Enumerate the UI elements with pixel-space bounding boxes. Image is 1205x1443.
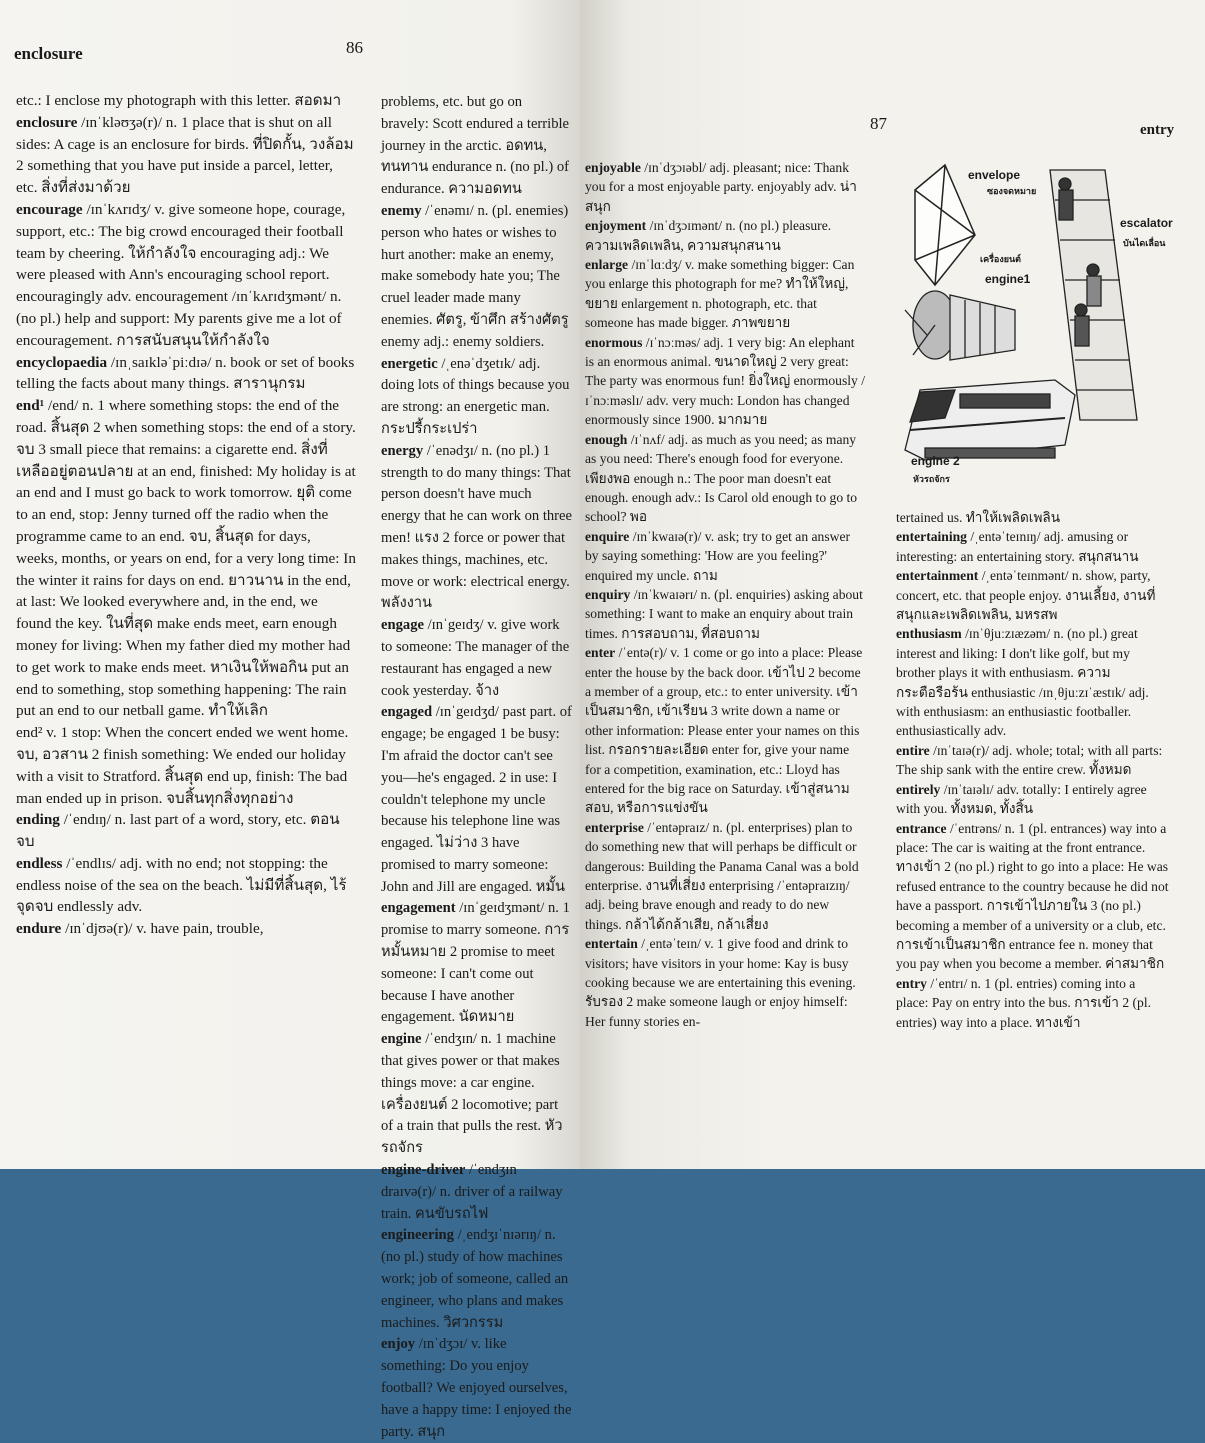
dictionary-entry: entertain /ˌentəˈteɪn/ v. 1 give food and drink to visitors; have visitors in your home: Kay is busy cooking because we are entertaining this evening. รับรอง 2 make someone laugh or enjoy himself: Her funny stories en-: [585, 936, 856, 1029]
dictionary-entry: encourage /ɪnˈkʌrɪdʒ/ v. give someone hope, courage, support, etc.: The big crowd encouraged their football team by cheering. ให้กำลังใจ encouraging adj.: We were pleased with Ann's encouraging school report. encouragingly adv. encouragement /ɪnˈkʌrɪdʒmənt/ n. (no pl.) help and support: My parents give me a lot of encouragement. การสนับสนุนให้กำลังใจ: [16, 200, 346, 349]
right-column-2: [896, 508, 1170, 1032]
dictionary-entry: problems, etc. but go on bravely: Scott endured a terrible journey in the arctic. อดทน, ทนทาน endurance n. (no pl.) of endurance. ความอดทน: [381, 94, 570, 198]
dictionary-entry: enough /ɪˈnʌf/ adj. as much as you need; as many as you need: There's enough food for everyone. เพียงพอ enough n.: The poor man doesn't eat enough. enough adv.: Is Carol old enough to go to school? พอ: [585, 431, 858, 525]
dictionary-entry: engineering /ˌendʒɪˈnɪərɪŋ/ n. (no pl.) study of how machines work; job of someone, called an engineer, who plans and makes machines. วิศวกรรม: [381, 1227, 569, 1331]
dictionary-entry: enterprise /ˈentəpraɪz/ n. (pl. enterprises) plan to do something new that will perhaps be difficult or dangerous: Building the Panama Canal was a bold enterprise. งานที่เสี่ยง enterprising /ˈentəpraɪzɪŋ/ adj. being brave enough and ready to do new things. กล้าได้กล้าเสีย, กล้าเสี่ยง: [585, 819, 859, 932]
page-number-right: 87: [870, 114, 887, 133]
dictionary-entry: entertainment /ˌentəˈteɪnmənt/ n. show, party, concert, etc. that people enjoy. งานเลี้ยง, งานที่สนุกและเพลิดเพลิน, มหรสพ: [896, 568, 1156, 623]
dictionary-entry: enemy /ˈenəmɪ/ n. (pl. enemies) person who hates or wishes to hurt another: make an enemy, make somebody hate you; The cruel leader made many enemies. ศัตรู, ข้าศึก สร้างศัตรู enemy adj.: enemy soldiers.: [381, 202, 569, 350]
dictionary-entry: engaged /ɪnˈgeɪdʒd/ past part. of engage; be engaged 1 be busy: I'm afraid the doctor can't see you—he's engaged. 2 in use: I couldn't telephone my uncle because his telephone line was engaged. ไม่ว่าง 3 have promised to marry someone: John and Jill are engaged. หมั้น: [381, 704, 572, 895]
dictionary-entry: ending /ˈendɪŋ/ n. last part of a word, story, etc. ตอนจบ: [16, 811, 340, 851]
right-page: [580, 0, 1205, 1169]
guide-word-right: entry: [1140, 122, 1175, 138]
guide-word-left: enclosure: [14, 44, 83, 63]
dictionary-entry: tertained us. ทำให้เพลิดเพลิน: [896, 510, 1061, 525]
left-column-1: [16, 90, 356, 940]
dictionary-entry: enter /ˈentə(r)/ v. 1 come or go into a place: Please enter the house by the back door. เข้าไป 2 become a member of a group, etc.: to enter university. เข้าเป็นสมาชิก, เข้าเรียน 3 write down a name or other information: Please enter your names on this list. กรอกรายละเอียด enter for, give your name for a competition, examination, etc.: Lloyd has entered for the big race on Saturday. เข้าสู่สนามสอบ, หรือการแข่งขัน: [585, 645, 863, 816]
dictionary-entry: entrance /ˈentrəns/ n. 1 (pl. entrances) way into a place: The car is waiting at the front entrance. ทางเข้า 2 (no pl.) right to go into a place: He was refused entrance to the country because he did not have a passport. การเข้าไปภายใน 3 (no pl.) becoming a member of a university or a club, etc. การเข้าเป็นสมาชิก entrance fee n. money that you pay when you become a member. ค่าสมาชิก: [896, 820, 1169, 972]
dictionary-entry: energy /ˈenədʒɪ/ n. (no pl.) 1 strength to do many things: That person doesn't have much energy that he can work on three men! แรง 2 force or power that makes things, machines, etc. move or work: electrical energy. พลังงาน: [381, 442, 572, 612]
envelope-label-thai: ซองจดหมาย: [987, 187, 1037, 197]
dictionary-entry: entertaining /ˌentəˈteɪnɪŋ/ adj. amusing or interesting: an entertaining story. สนุกสนาน: [896, 529, 1139, 564]
dictionary-entry: enjoyable /ɪnˈdʒɔɪəbl/ adj. pleasant; nice: Thank you for a most enjoyable party. enjoyably adv. น่าสนุก: [585, 160, 857, 214]
dictionary-entry: end² v. 1 stop: When the concert ended we went home. จบ, อวสาน 2 finish something: We ended our holiday with a visit to Stratford. สิ้นสุด end up, finish: The bad man ended up in prison. จบสิ้นทุกสิ่งทุกอย่าง: [16, 724, 349, 807]
dictionary-entry: end¹ /end/ n. 1 where something stops: the end of the road. สิ้นสุด 2 when something stops: the end of a story. จบ 3 small piece that remains: a cigarette end. สิ่งที่เหลืออยู่ตอนปลาย at an end, finished: My holiday is at an end and I must go back to work tomorrow. ยุติ come to an end, stop: Jenny turned off the radio when the programme came to an end. จบ, สิ้นสุด for days, weeks, months, or years on end, for a very long time: In the winter it rains for days on end. ยาวนาน in the end, at last: We looked everywhere and, in the end, we found the key. ในที่สุด make ends meet, earn enough money for living: When my father died my mother had to get work to make ends meet. หาเงินให้พอกิน put an end to something, stop something happening: The rain put an end to our netball game. ทำให้เลิก: [16, 397, 356, 720]
dictionary-entry: enjoy /ɪnˈdʒɔɪ/ v. like something: Do you enjoy football? We enjoyed ourselves, have a happy time: I enjoyed the party. สนุก: [381, 1336, 572, 1440]
dictionary-entry: energetic /ˌenəˈdʒetɪk/ adj. doing lots of things because you are strong: an energetic man. กระปรี้กระเปร่า: [381, 355, 570, 437]
dictionary-entry: engagement /ɪnˈgeɪdʒmənt/ n. 1 promise to marry someone. การหมั้นหมาย 2 promise to meet someone: I can't come out because I have another engagement. นัดหมาย: [381, 900, 570, 1026]
dictionary-entry: enlarge /ɪnˈlɑːdʒ/ v. make something bigger: Can you enlarge this photograph for me? ทำให้ใหญ่, ขยาย enlargement n. photograph, etc. that someone has made bigger. ภาพขยาย: [585, 257, 855, 331]
dictionary-entry: engage /ɪnˈgeɪdʒ/ v. give work to someone: The manager of the restaurant has engaged a new cook yesterday. จ้าง: [381, 617, 570, 699]
envelope-label: envelope: [968, 168, 1021, 182]
dictionary-entry: endure /ɪnˈdjʊə(r)/ v. have pain, trouble,: [16, 920, 264, 938]
envelope-icon: [915, 165, 975, 285]
dictionary-entry: enquire /ɪnˈkwaɪə(r)/ v. ask; try to get an answer by saying something: 'How are you feeling?' enquired my uncle. ถาม: [585, 528, 851, 583]
dictionary-entry: enormous /ɪˈnɔːməs/ adj. 1 very big: An elephant is an enormous animal. ขนาดใหญ่ 2 very great: The party was enormous fun! ยิ่งใหญ่ enormously /ɪˈnɔːməslɪ/ adv. very much: London has changed enormously since 1900. มากมาย: [585, 334, 865, 428]
engine2-label: engine 2: [911, 454, 960, 468]
illustration-drawing: [905, 160, 1197, 495]
dictionary-entry: entry /ˈentrɪ/ n. 1 (pl. entries) coming into a place: Pay on entry into the bus. การเข้า 2 (pl. entries) way into a place. ทางเข้า: [896, 975, 1152, 1030]
engine1-label-thai: เครื่องยนต์: [980, 255, 1022, 265]
page-number-left: 86: [346, 38, 363, 57]
dictionary-entry: enquiry /ɪnˈkwaɪərɪ/ n. (pl. enquiries) asking about something: I want to make an enquiry about train times. การสอบถาม, ที่สอบถาม: [585, 586, 863, 641]
dictionary-entry: enjoyment /ɪnˈdʒɔɪmənt/ n. (no pl.) pleasure. ความเพลิดเพลิน, ความสนุกสนาน: [585, 218, 832, 253]
dictionary-entry: engine-driver /ˈendʒɪn draɪvə(r)/ n. driver of a railway train. คนขับรถไฟ: [381, 1162, 563, 1222]
engine-icon: [905, 291, 1015, 360]
left-page: [0, 0, 581, 1440]
dictionary-entry: enthusiasm /ɪnˈθjuːzɪæzəm/ n. (no pl.) great interest and liking: I don't like golf, but my brother plays it with enthusiasm. ความกระตือรือร้น enthusiastic /ɪnˌθjuːzɪˈæstɪk/ adj. with enthusiasm: an enthusiastic footballer. enthusiastically adv.: [896, 626, 1149, 739]
escalator-label: escalator: [1120, 216, 1173, 230]
dictionary-entry: endless /ˈendlɪs/ adj. with no end; not stopping: the endless noise of the sea on the beach. ไม่มีที่สิ้นสุด, ไร้จุดจบ endlessly adv.: [16, 854, 347, 916]
dictionary-entry: encyclopaedia /ɪnˌsaɪkləˈpiːdɪə/ n. book or set of books telling the facts about many things. สารานุกรม: [16, 353, 355, 393]
engine2-label-thai: หัวรถจักร: [913, 475, 950, 485]
right-column-1: [585, 158, 865, 1031]
illustration: [905, 160, 1197, 495]
locomotive-icon: [905, 380, 1075, 460]
dictionary-entry: etc.: I enclose my photograph with this letter. สอดมา: [16, 92, 342, 109]
engine1-label: engine1: [985, 272, 1031, 286]
dictionary-entry: entirely /ɪnˈtaɪəlɪ/ adv. totally: I entirely agree with you. ทั้งหมด, ทั้งสิ้น: [896, 781, 1147, 817]
dictionary-entry: engine /ˈendʒɪn/ n. 1 machine that gives power or that makes things move: a car engine. เครื่องยนต์ 2 locomotive; part of a train that pulls the rest. หัวรถจักร: [381, 1031, 563, 1157]
escalator-icon: [1050, 170, 1137, 420]
escalator-label-thai: บันไดเลื่อน: [1123, 239, 1166, 249]
left-column-2: [381, 92, 573, 1443]
dictionary-entry: enclosure /ɪnˈkləʊʒə(r)/ n. 1 place that is shut on all sides: A cage is an enclosure for birds. ที่ปิดกั้น, วงล้อม 2 something that you have put inside a parcel, letter, etc. สิ่งที่ส่งมาด้วย: [16, 113, 354, 197]
dictionary-entry: entire /ɪnˈtaɪə(r)/ adj. whole; total; with all parts: The ship sank with the entire crew. ทั้งหมด: [896, 742, 1163, 778]
